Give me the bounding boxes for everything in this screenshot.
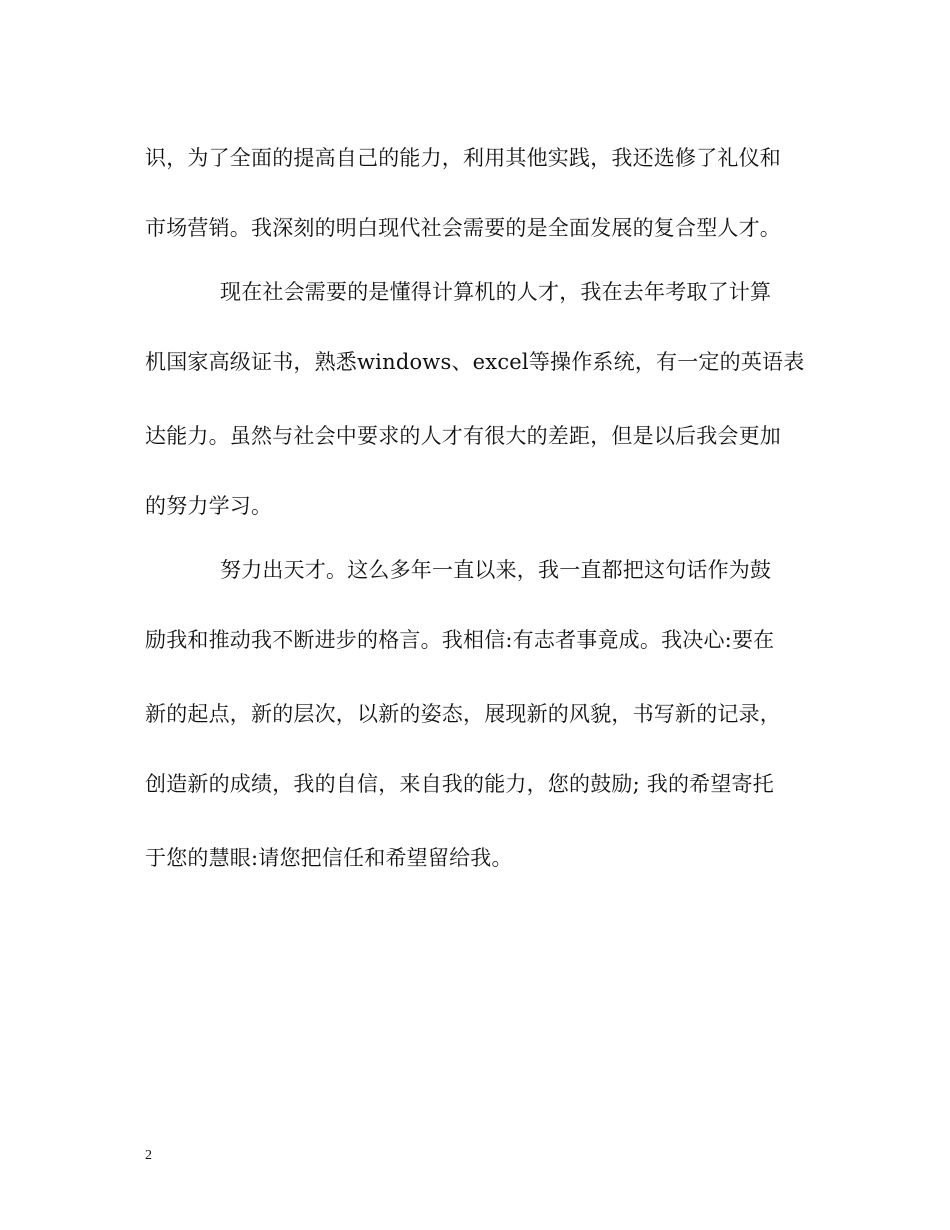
text-line-11: 于您的慧眼:请您把信任和希望留给我。 (145, 846, 513, 870)
page-number: 2 (145, 1148, 152, 1163)
text-line-4: 机国家高级证书，熟悉windows、excel等操作系统，有一定的英语表 (145, 350, 805, 374)
text-line-1: 识，为了全面的提高自己的能力，利用其他实践，我还选修了礼仪和 (145, 146, 781, 170)
text-line-6: 的努力学习。 (145, 494, 273, 518)
text-line-10: 创造新的成绩，我的自信，来自我的能力，您的鼓励; 我的希望寄托 (145, 772, 774, 796)
paragraph-start-line-7: 努力出天才。这么多年一直以来，我一直都把这句话作为鼓 (220, 558, 772, 582)
text-line-2: 市场营销。我深刻的明白现代社会需要的是全面发展的复合型人才。 (145, 216, 781, 240)
text-line-8: 励我和推动我不断进步的格言。我相信:有志者事竟成。我决心:要在 (145, 628, 775, 652)
paragraph-start-line-3: 现在社会需要的是懂得计算机的人才，我在去年考取了计算 (220, 280, 772, 304)
text-line-5: 达能力。虽然与社会中要求的人才有很大的差距，但是以后我会更加 (145, 424, 781, 448)
text-line-9: 新的起点，新的层次，以新的姿态，展现新的风貌，书写新的记录， (145, 702, 781, 726)
